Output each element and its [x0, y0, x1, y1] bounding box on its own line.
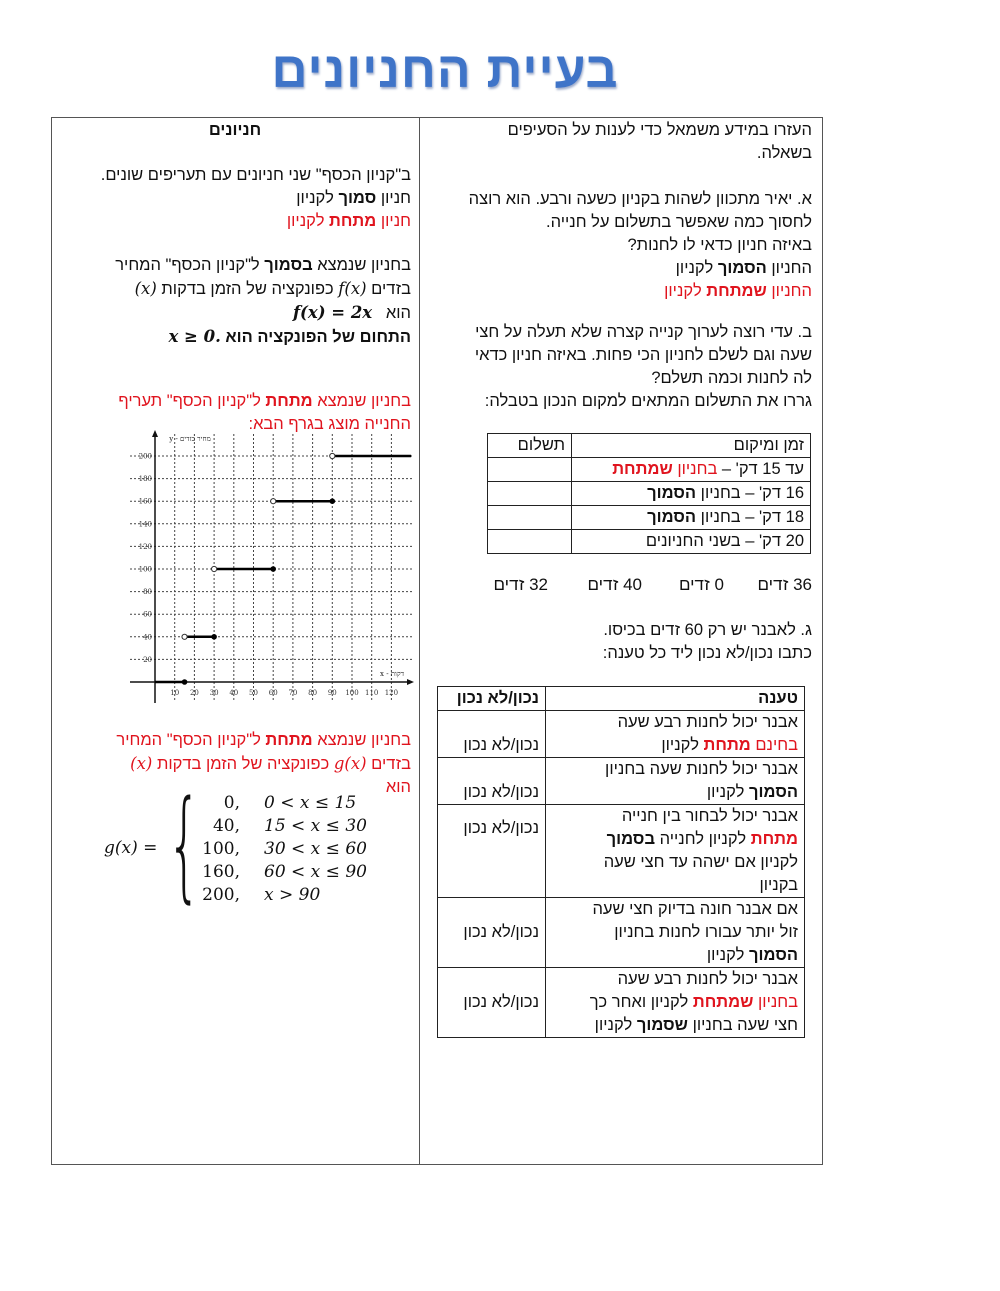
text-run: בסמוך — [264, 256, 313, 274]
payment-drop-target[interactable] — [488, 458, 572, 482]
piecewise-row — [184, 861, 367, 884]
text-run: 20 דק' – בשני החניונים — [645, 532, 804, 550]
piecewise-value: 160, — [202, 862, 240, 882]
text-run: בקניון — [759, 876, 798, 894]
price-step-chart — [130, 428, 415, 708]
text-line — [475, 321, 812, 344]
y-tick-label: 80 — [143, 588, 152, 597]
text-run: בזדים — [366, 755, 411, 773]
text-run: בחניון שנמצא — [312, 731, 411, 749]
y-axis-label: y - מחיר בזדים — [169, 435, 211, 443]
table-row — [438, 758, 805, 805]
parking-intro — [101, 164, 411, 233]
piecewise-condition: x > 90 — [264, 885, 321, 905]
text-line — [469, 234, 812, 257]
intro-text — [508, 119, 812, 165]
text-line — [676, 257, 812, 280]
text-run: לה לחנות וכמה תשלם? — [651, 369, 812, 387]
text-run: 18 דק' – בחניון — [696, 508, 804, 526]
text-line — [578, 530, 804, 553]
text-line — [552, 828, 798, 851]
piecewise-condition: 30 < x ≤ 60 — [264, 839, 367, 859]
x-tick-label: 100 — [345, 689, 359, 697]
y-tick-label: 200 — [138, 452, 152, 461]
column-divider — [419, 117, 420, 1165]
text-run: סמוך — [338, 189, 377, 207]
table-row — [488, 482, 811, 506]
text-run: ג. לאבנר יש רק 60 זדים בכיסו. — [603, 621, 812, 639]
text-run: חניון — [376, 212, 411, 230]
text-run: שמתחת — [692, 993, 754, 1011]
text-run: מתחת — [750, 830, 798, 848]
text-run: הסמוך — [647, 508, 697, 526]
table-row — [488, 506, 811, 530]
time-location-cell — [572, 482, 811, 506]
text-run: אם אבנר חונה בדיוק חצי שעה — [592, 900, 798, 918]
piecewise-value: 100, — [202, 839, 240, 859]
text-run: התחום של הפונקציה הוא — [220, 328, 411, 346]
text-run: לקניון — [661, 736, 704, 754]
true-false-answer[interactable]: נכון/לא נכון — [438, 805, 546, 898]
text-run: כפונקציה של הזמן בדקות — [152, 755, 334, 773]
text-line — [552, 968, 798, 991]
text-line — [508, 142, 812, 165]
piecewise-condition: 0 < x ≤ 15 — [264, 793, 357, 813]
text-line — [552, 1014, 798, 1037]
text-line — [118, 390, 411, 413]
question-a — [469, 188, 812, 257]
payment-table — [487, 433, 811, 554]
piecewise-value: 200, — [202, 885, 240, 905]
text-run: עד 15 דק' – — [717, 460, 804, 478]
text-line — [552, 781, 798, 804]
draggable-payment-chip[interactable]: 0 זדים — [678, 575, 724, 594]
text-run: העזרו במידע משמאל כדי לענות על הסעיפים — [507, 121, 812, 139]
text-run: בחינם — [750, 736, 798, 754]
draggable-payment-chip[interactable]: 32 זדים — [493, 575, 548, 594]
text-line — [552, 851, 798, 874]
text-line — [101, 164, 411, 187]
text-run: לחסוך כמה שאפשר בתשלום על חנייה. — [545, 213, 812, 231]
text-run: ל"קניון הכסף" תעריף — [118, 392, 266, 410]
claims-table — [437, 686, 805, 1038]
y-tick-label: 60 — [143, 610, 152, 619]
x-axis-label: x - דקות — [380, 670, 404, 678]
y-tick-label: 20 — [143, 655, 152, 664]
brace: { — [167, 776, 202, 915]
text-run: מתחת — [265, 392, 313, 410]
text-line — [603, 619, 812, 642]
piecewise-description — [116, 729, 411, 799]
piecewise-value: 40, — [212, 816, 240, 836]
table-row — [438, 711, 805, 758]
table-row — [488, 530, 811, 554]
text-run: באיזה חניון כדאי לו לחנות? — [627, 236, 812, 254]
text-run: שעה וגם לשלם לחניון הכי פחות. באיזה חניון כדאי — [474, 346, 812, 364]
time-location-cell — [572, 530, 811, 554]
x-tick-label: 60 — [268, 689, 278, 697]
text-line — [101, 187, 411, 210]
true-false-answer[interactable]: נכון/לא נכון — [438, 898, 546, 968]
text-run: מתחת — [703, 736, 751, 754]
x-tick-label: 80 — [308, 689, 318, 697]
x-tick-label: 70 — [288, 689, 298, 697]
text-run: חניון — [376, 189, 411, 207]
closed-endpoint — [182, 679, 188, 685]
text-line — [115, 254, 411, 277]
text-run: מתחת — [265, 731, 313, 749]
text-run: לקניון — [296, 189, 339, 207]
text-run: לקניון לחנייה — [655, 830, 751, 848]
text-run: א. יאיר מתכוון לשהות בקניון כשעה ורבע. הוא רוצה — [468, 190, 812, 208]
open-endpoint — [271, 499, 276, 504]
payment-drop-target[interactable] — [488, 530, 572, 554]
text-run: בחניון — [753, 993, 798, 1011]
text-run: הוא — [372, 304, 411, 322]
piecewise-value: 0, — [223, 793, 240, 813]
piecewise-row — [184, 792, 367, 815]
header-claim: טענה — [546, 687, 805, 711]
text-run: אבנר יכול לחנות שעה בחניון — [605, 760, 798, 778]
claim-cell — [546, 758, 805, 805]
text-run: ב"קניון הכסף" שני חניונים עם תעריפים שונים. — [100, 166, 411, 184]
question-b — [475, 321, 812, 413]
text-run: לקניון — [706, 783, 750, 801]
text-run: גררו את התשלום המתאים למקום הנכון בטבלה: — [484, 392, 812, 410]
text-run: מתחת — [329, 212, 377, 230]
text-line — [578, 458, 804, 481]
claim-cell — [546, 805, 805, 898]
text-run: חצי שעה בחניון — [687, 1016, 798, 1034]
text-run: לקניון — [286, 212, 330, 230]
text-line — [664, 280, 812, 303]
x-tick-label: 120 — [384, 689, 399, 697]
open-endpoint — [330, 453, 335, 458]
time-location-cell — [572, 506, 811, 530]
text-run: אבנר יכול לחנות רבע שעה — [617, 970, 798, 988]
text-line — [101, 210, 411, 233]
x-tick-label: 30 — [209, 689, 219, 697]
text-run: אבנר יכול לבחור בין חנייה — [621, 807, 798, 825]
math-run: g(x) — [333, 754, 367, 773]
text-run: הסמוך — [717, 259, 767, 277]
true-false-answer[interactable]: נכון/לא נכון — [438, 968, 546, 1038]
claim-cell — [546, 711, 805, 758]
text-run: בחניון — [672, 460, 718, 478]
draggable-payment-chip[interactable]: 36 זדים — [757, 575, 812, 594]
x-tick-label: 50 — [249, 689, 258, 697]
text-run: 16 דק' – בחניון — [696, 484, 804, 502]
open-endpoint — [212, 566, 217, 571]
text-run: ל"קניון הכסף" המחיר — [115, 256, 265, 274]
text-run: החניון — [766, 282, 812, 300]
adjacent-parking-description — [115, 254, 411, 349]
text-line — [552, 805, 798, 828]
x-tick-label: 90 — [327, 689, 337, 697]
claim-cell — [546, 968, 805, 1038]
text-run: לקניון ואחר כך — [589, 993, 693, 1011]
text-run: כתבו נכון/לא נכון ליד כל טענה: — [602, 644, 812, 662]
closed-endpoint — [270, 566, 276, 572]
text-run: שסמוך — [636, 1016, 688, 1034]
open-endpoint — [182, 634, 187, 639]
text-run: אבנר יכול לחנות רבע שעה — [617, 713, 798, 731]
table-row — [438, 968, 805, 1038]
text-run: בחניון שנמצא — [312, 392, 411, 410]
option-underground-parking[interactable] — [664, 280, 812, 303]
x-axis-arrow — [407, 679, 414, 685]
text-line — [475, 367, 812, 390]
text-line — [116, 752, 411, 776]
text-run: הוא — [385, 778, 411, 796]
closed-endpoint — [330, 498, 336, 504]
text-run: בשאלה. — [756, 144, 812, 162]
text-run: לקניון — [675, 259, 718, 277]
math-run: x ≥ 0. — [168, 327, 221, 346]
x-tick-label: 40 — [229, 689, 239, 697]
text-line — [552, 991, 798, 1014]
text-line — [552, 734, 798, 757]
true-false-answer[interactable]: נכון/לא נכון — [438, 711, 546, 758]
time-location-cell — [572, 458, 811, 482]
y-tick-label: 160 — [138, 497, 152, 506]
text-run: בזדים — [366, 280, 411, 298]
text-line — [115, 277, 411, 301]
text-run: לקניון — [664, 282, 707, 300]
math-run: (x) — [134, 279, 157, 298]
text-run: לקניון אם ישהה עד חצי שעה — [603, 853, 798, 871]
y-tick-label: 100 — [138, 565, 152, 574]
text-run: לקניון — [706, 946, 750, 964]
table-row — [488, 458, 811, 482]
payment-drop-target[interactable] — [488, 506, 572, 530]
closed-endpoint — [211, 634, 217, 640]
text-run: ב. עדי רוצה לערוך קנייה קצרה שלא תעלה על חצי — [475, 323, 812, 341]
x-tick-label: 110 — [365, 689, 379, 697]
text-run: שמתחת — [612, 460, 673, 478]
y-axis-arrow — [152, 430, 158, 437]
text-line — [115, 325, 411, 349]
text-run: ל"קניון הכסף" המחיר — [116, 731, 266, 749]
y-tick-label: 40 — [143, 633, 152, 642]
option-adjacent-parking[interactable] — [676, 257, 812, 280]
math-run: (x) — [130, 754, 153, 773]
text-run: החנייה מוצג בגרף הבא: — [248, 415, 411, 433]
page-title: בעיית החניונים — [271, 42, 619, 98]
draggable-payment-chip[interactable]: 40 זדים — [587, 575, 642, 594]
text-line — [552, 921, 798, 944]
text-run: לקניון — [594, 1016, 637, 1034]
x-tick-label: 10 — [170, 689, 180, 697]
table-row — [438, 805, 805, 898]
y-tick-label: 180 — [138, 475, 152, 484]
text-line — [578, 482, 804, 505]
math-run: f(x) — [338, 279, 367, 298]
text-line — [552, 711, 798, 734]
text-run: בחניון שנמצא — [312, 256, 411, 274]
piecewise-row — [184, 884, 367, 907]
y-tick-label: 120 — [138, 542, 152, 551]
text-line — [552, 898, 798, 921]
function-name: g(x) = — [104, 838, 158, 858]
text-run: החניון — [766, 259, 812, 277]
payment-drop-target[interactable] — [488, 482, 572, 506]
text-line — [552, 758, 798, 781]
header-payment: תשלום — [488, 434, 572, 458]
text-line — [475, 344, 812, 367]
text-line — [475, 390, 812, 413]
piecewise-row — [184, 838, 367, 861]
text-run: שמתחת — [706, 282, 767, 300]
text-line — [115, 301, 411, 325]
x-tick-label: 20 — [189, 689, 199, 697]
piecewise-condition: 15 < x ≤ 30 — [264, 816, 367, 836]
text-line — [552, 874, 798, 897]
header-time-location: זמן ומיקום — [572, 434, 811, 458]
text-line — [508, 119, 812, 142]
text-run: הסמוך — [647, 484, 697, 502]
section-heading: חניונים — [208, 121, 262, 139]
text-line — [469, 211, 812, 234]
header-true-false: נכון/לא נכון — [438, 687, 546, 711]
text-run: בסמוך — [606, 830, 656, 848]
text-line — [578, 506, 804, 529]
piecewise-row — [184, 815, 367, 838]
text-line — [603, 642, 812, 665]
claim-cell — [546, 898, 805, 968]
text-line — [469, 188, 812, 211]
text-line — [116, 729, 411, 752]
text-run: זול יותר עבורו לחנות בחניון — [614, 923, 798, 941]
text-run: הסמוך — [749, 946, 798, 964]
text-run: כפונקציה של הזמן בדקות — [156, 280, 339, 298]
table-row — [438, 898, 805, 968]
question-c — [603, 619, 812, 665]
y-tick-label: 140 — [138, 520, 152, 529]
math-run: f(x) = 2x — [292, 303, 373, 322]
text-run: הסמוך — [749, 783, 798, 801]
true-false-answer[interactable]: נכון/לא נכון — [438, 758, 546, 805]
piecewise-condition: 60 < x ≤ 90 — [264, 862, 367, 882]
text-line — [552, 944, 798, 967]
